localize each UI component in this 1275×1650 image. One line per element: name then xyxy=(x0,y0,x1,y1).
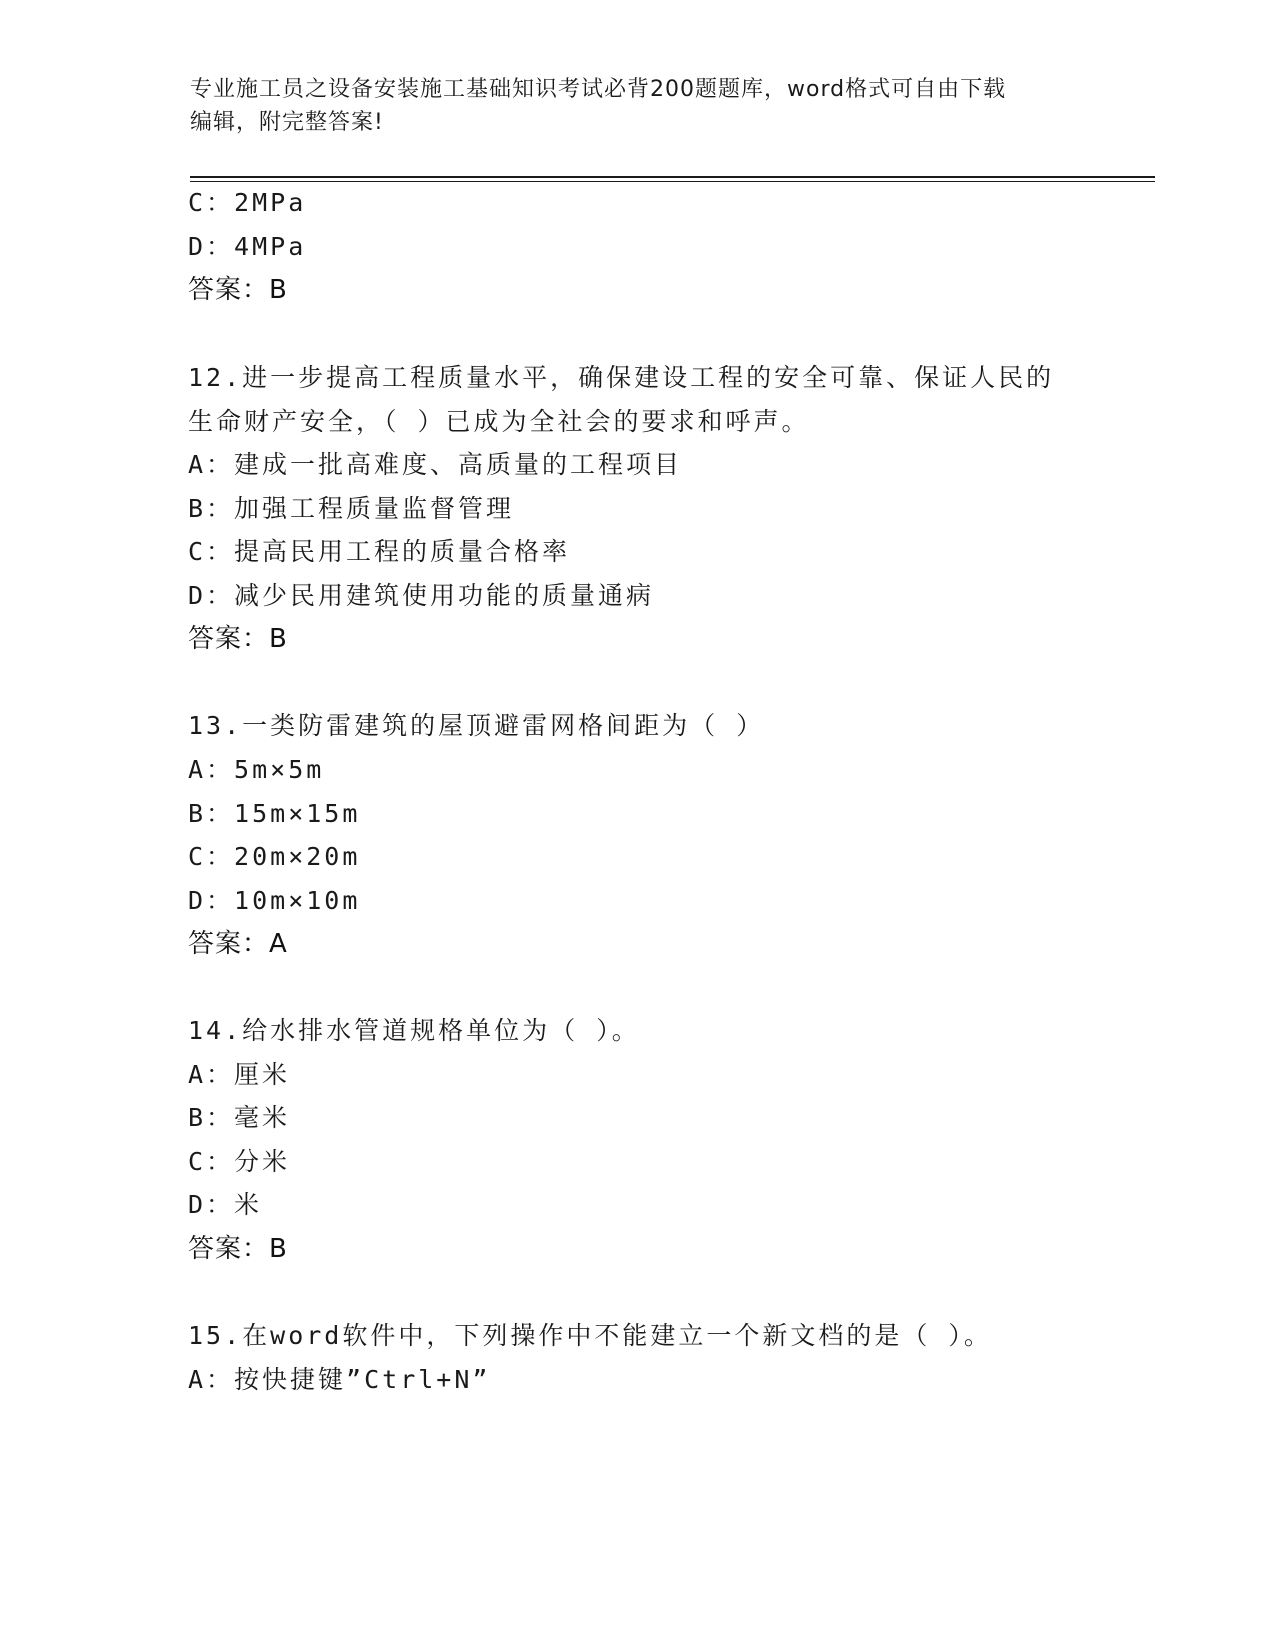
option-a-q14: A：厘米 xyxy=(188,1060,291,1089)
option-d-q12: D：减少民用建筑使用功能的质量通病 xyxy=(188,581,655,610)
header-divider-thin xyxy=(190,181,1155,182)
answer-q13: 答案：A xyxy=(188,929,288,959)
option-a-q13: A：5m×5m xyxy=(188,755,325,784)
document-header xyxy=(190,73,1090,139)
header-title-line-2: 编辑，附完整答案! xyxy=(190,110,384,135)
option-d-q11: D：4MPa xyxy=(188,232,307,261)
answer-q12: 答案：B xyxy=(188,624,288,654)
answer-q14: 答案：B xyxy=(188,1234,288,1264)
option-d-q14: D：米 xyxy=(188,1190,263,1219)
option-b-q13: B：15m×15m xyxy=(188,799,361,828)
option-b-q12: B：加强工程质量监督管理 xyxy=(188,494,515,523)
answer-q11: 答案：B xyxy=(188,275,288,305)
question-12-line-1: 12.进一步提高工程质量水平，确保建设工程的安全可靠、保证人民的 xyxy=(188,363,1055,392)
option-c-q14: C：分米 xyxy=(188,1147,291,1176)
question-13: 13.一类防雷建筑的屋顶避雷网格间距为（ ） xyxy=(188,711,765,740)
option-c-q13: C：20m×20m xyxy=(188,842,361,871)
question-15: 15.在word软件中，下列操作中不能建立一个新文档的是（ ）。 xyxy=(188,1321,992,1350)
option-b-q14: B：毫米 xyxy=(188,1103,291,1132)
header-divider-thick xyxy=(190,176,1155,178)
question-14: 14.给水排水管道规格单位为（ ）。 xyxy=(188,1016,640,1045)
option-a-q15: A：按快捷键”Ctrl+N” xyxy=(188,1365,491,1394)
question-12-line-2: 生命财产安全，（ ）已成为全社会的要求和呼声。 xyxy=(188,407,810,436)
header-title-line-1: 专业施工员之设备安装施工基础知识考试必背200题题库，word格式可自由下载 xyxy=(190,77,1007,102)
option-a-q12: A：建成一批高难度、高质量的工程项目 xyxy=(188,450,683,479)
option-c-q11: C：2MPa xyxy=(188,188,307,217)
option-d-q13: D：10m×10m xyxy=(188,886,361,915)
option-c-q12: C：提高民用工程的质量合格率 xyxy=(188,537,571,566)
